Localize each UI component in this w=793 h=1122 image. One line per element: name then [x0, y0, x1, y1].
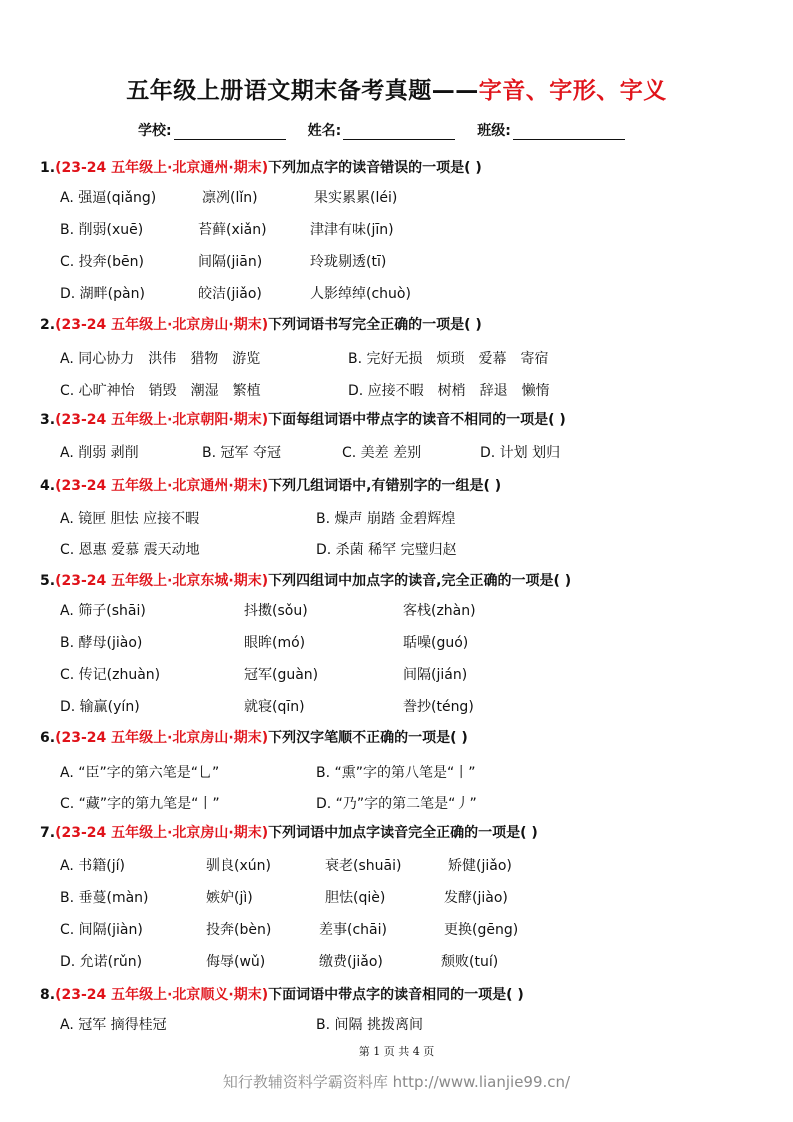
option-d-item: 就寝(qīn)	[244, 699, 305, 715]
option-a-item: 矫健(jiǎo)	[448, 858, 512, 874]
option-b[interactable]: B. 削弱(xuē)	[60, 222, 144, 238]
question-1	[40, 157, 482, 177]
question-source: (23-24 五年级上·北京房山·期末)	[55, 317, 269, 333]
question-number: 5.	[40, 573, 56, 589]
option-b[interactable]: B. 完好无损 烦琐 爱幕 寄宿	[348, 351, 549, 367]
page-number: 第 1 页 共 4 页	[358, 1045, 435, 1058]
option-a-item: 客栈(zhàn)	[403, 603, 476, 619]
option-c[interactable]: C. “藏”字的第九笔是“丨”	[60, 796, 220, 812]
question-source: (23-24 五年级上·北京通州·期末)	[55, 478, 269, 494]
option-c-item: 间隔(jián)	[403, 667, 468, 683]
option-d[interactable]: D. 计划 划归	[480, 445, 561, 461]
option-d-item: 缴费(jiǎo)	[319, 954, 383, 970]
question-number: 7.	[40, 825, 56, 841]
student-info	[138, 120, 647, 140]
name-blank[interactable]	[343, 124, 455, 140]
question-stem: 下面每组词语中带点字的读音不相同的一项是( )	[268, 412, 566, 428]
option-d[interactable]: D. 杀菌 稀罕 完璧归赵	[316, 542, 457, 558]
school-blank[interactable]	[174, 124, 286, 140]
name-label: 姓名:	[307, 123, 342, 139]
option-b[interactable]: B. 冠军 夺冠	[202, 445, 281, 461]
option-b[interactable]: B. 间隔 挑拨离间	[316, 1017, 423, 1033]
option-c-item: 冠军(guàn)	[244, 667, 319, 683]
option-c-item: 投奔(bèn)	[206, 922, 272, 938]
option-c[interactable]: C. 传记(zhuàn)	[60, 667, 161, 683]
question-stem: 下列词语书写完全正确的一项是( )	[268, 317, 482, 333]
option-d-item: 人影绰绰(chuò)	[310, 286, 411, 302]
option-a[interactable]: A. 筛子(shāi)	[60, 603, 146, 619]
option-b[interactable]: B. 垂蔓(màn)	[60, 890, 149, 906]
question-number: 4.	[40, 478, 56, 494]
option-a-item: 驯良(xún)	[206, 858, 271, 874]
option-b[interactable]: B. 酵母(jiào)	[60, 635, 143, 651]
question-source: (23-24 五年级上·北京顺义·期末)	[55, 987, 269, 1003]
option-c-item: 更换(gēng)	[444, 922, 519, 938]
option-b-item: 嫉妒(jì)	[206, 890, 253, 906]
option-d[interactable]: D. 允诺(rǔn)	[60, 954, 143, 970]
option-a[interactable]: A. 削弱 剥削	[60, 445, 139, 461]
option-a[interactable]: A. 强逼(qiǎng)	[60, 190, 157, 206]
option-c[interactable]: C. 恩惠 爱慕 震天动地	[60, 542, 200, 558]
question-4	[40, 475, 501, 495]
question-source: (23-24 五年级上·北京房山·期末)	[55, 825, 269, 841]
option-a[interactable]: A. 同心协力 洪伟 猎物 游览	[60, 351, 261, 367]
option-b-item: 眼眸(mó)	[244, 635, 306, 651]
question-number: 8.	[40, 987, 56, 1003]
question-source: (23-24 五年级上·北京房山·期末)	[55, 730, 269, 746]
option-a[interactable]: A. 书籍(jí)	[60, 858, 125, 874]
question-source: (23-24 五年级上·北京朝阳·期末)	[55, 412, 269, 428]
option-a-item: 抖擞(sǒu)	[244, 603, 308, 619]
school-label: 学校:	[138, 123, 172, 139]
class-blank[interactable]	[513, 124, 625, 140]
title-topic: 字音、字形、字义	[478, 78, 667, 104]
option-c-item: 差事(chāi)	[319, 922, 387, 938]
option-d-item: 皎洁(jiǎo)	[198, 286, 262, 302]
option-d-item: 侮辱(wǔ)	[206, 954, 266, 970]
question-stem: 下列加点字的读音错误的一项是( )	[268, 160, 482, 176]
question-number: 1.	[40, 160, 56, 176]
option-b-item: 胆怯(qiè)	[325, 890, 386, 906]
option-c-item: 间隔(jiān)	[198, 254, 263, 270]
option-d-item: 颓败(tuí)	[441, 954, 499, 970]
question-7	[40, 822, 538, 842]
option-a[interactable]: A. “臣”字的第六笔是“乚”	[60, 765, 220, 781]
option-d[interactable]: D. 湖畔(pàn)	[60, 286, 145, 302]
option-c[interactable]: C. 间隔(jiàn)	[60, 922, 143, 938]
school-field[interactable]	[138, 120, 286, 140]
question-source: (23-24 五年级上·北京东城·期末)	[55, 573, 269, 589]
question-number: 3.	[40, 412, 56, 428]
option-b-item: 苔藓(xiǎn)	[198, 222, 267, 238]
question-number: 6.	[40, 730, 56, 746]
question-stem: 下列词语中加点字读音完全正确的一项是( )	[268, 825, 538, 841]
page-title	[0, 72, 793, 105]
option-a-item: 果实累累(léi)	[314, 190, 398, 206]
option-d[interactable]: D. 输赢(yín)	[60, 699, 140, 715]
class-field[interactable]	[477, 120, 625, 140]
option-d[interactable]: D. 应接不暇 树梢 辞退 懒惰	[348, 383, 550, 399]
option-a-item: 衰老(shuāi)	[325, 858, 402, 874]
question-3	[40, 409, 566, 429]
question-stem: 下面词语中带点字的读音相同的一项是( )	[268, 987, 524, 1003]
title-main: 五年级上册语文期末备考真题——	[126, 78, 479, 104]
watermark: 知行教辅资料学霸资料库 http://www.lianjie99.cn/	[222, 1073, 571, 1091]
option-c[interactable]: C. 美差 差别	[342, 445, 422, 461]
question-source: (23-24 五年级上·北京通州·期末)	[55, 160, 269, 176]
question-8	[40, 984, 524, 1004]
option-b-item: 发酵(jiào)	[444, 890, 508, 906]
question-number: 2.	[40, 317, 56, 333]
option-d[interactable]: D. “乃”字的第二笔是“丿”	[316, 796, 477, 812]
class-label: 班级:	[477, 123, 511, 139]
option-a-item: 凛冽(lǐn)	[202, 190, 258, 206]
option-b[interactable]: B. “熏”字的第八笔是“丨”	[316, 765, 476, 781]
question-stem: 下列四组词中加点字的读音,完全正确的一项是( )	[268, 573, 572, 589]
question-stem: 下列几组词语中,有错别字的一组是( )	[268, 478, 502, 494]
option-d-item: 誊抄(téng)	[403, 699, 474, 715]
option-c-item: 玲珑剔透(tī)	[310, 254, 387, 270]
question-5	[40, 570, 571, 590]
option-a[interactable]: A. 镜匣 胆怯 应接不暇	[60, 511, 200, 527]
name-field[interactable]	[308, 120, 456, 140]
option-b-item: 津津有味(jīn)	[310, 222, 394, 238]
option-a[interactable]: A. 冠军 摘得桂冠	[60, 1017, 167, 1033]
question-2	[40, 314, 482, 334]
option-c[interactable]: C. 投奔(bēn)	[60, 254, 144, 270]
option-c[interactable]: C. 心旷神怡 销毁 潮湿 繁植	[60, 383, 261, 399]
option-b-item: 聒噪(guó)	[403, 635, 469, 651]
question-6	[40, 727, 468, 747]
option-b[interactable]: B. 燥声 崩踏 金碧辉煌	[316, 511, 456, 527]
question-stem: 下列汉字笔顺不正确的一项是( )	[268, 730, 468, 746]
